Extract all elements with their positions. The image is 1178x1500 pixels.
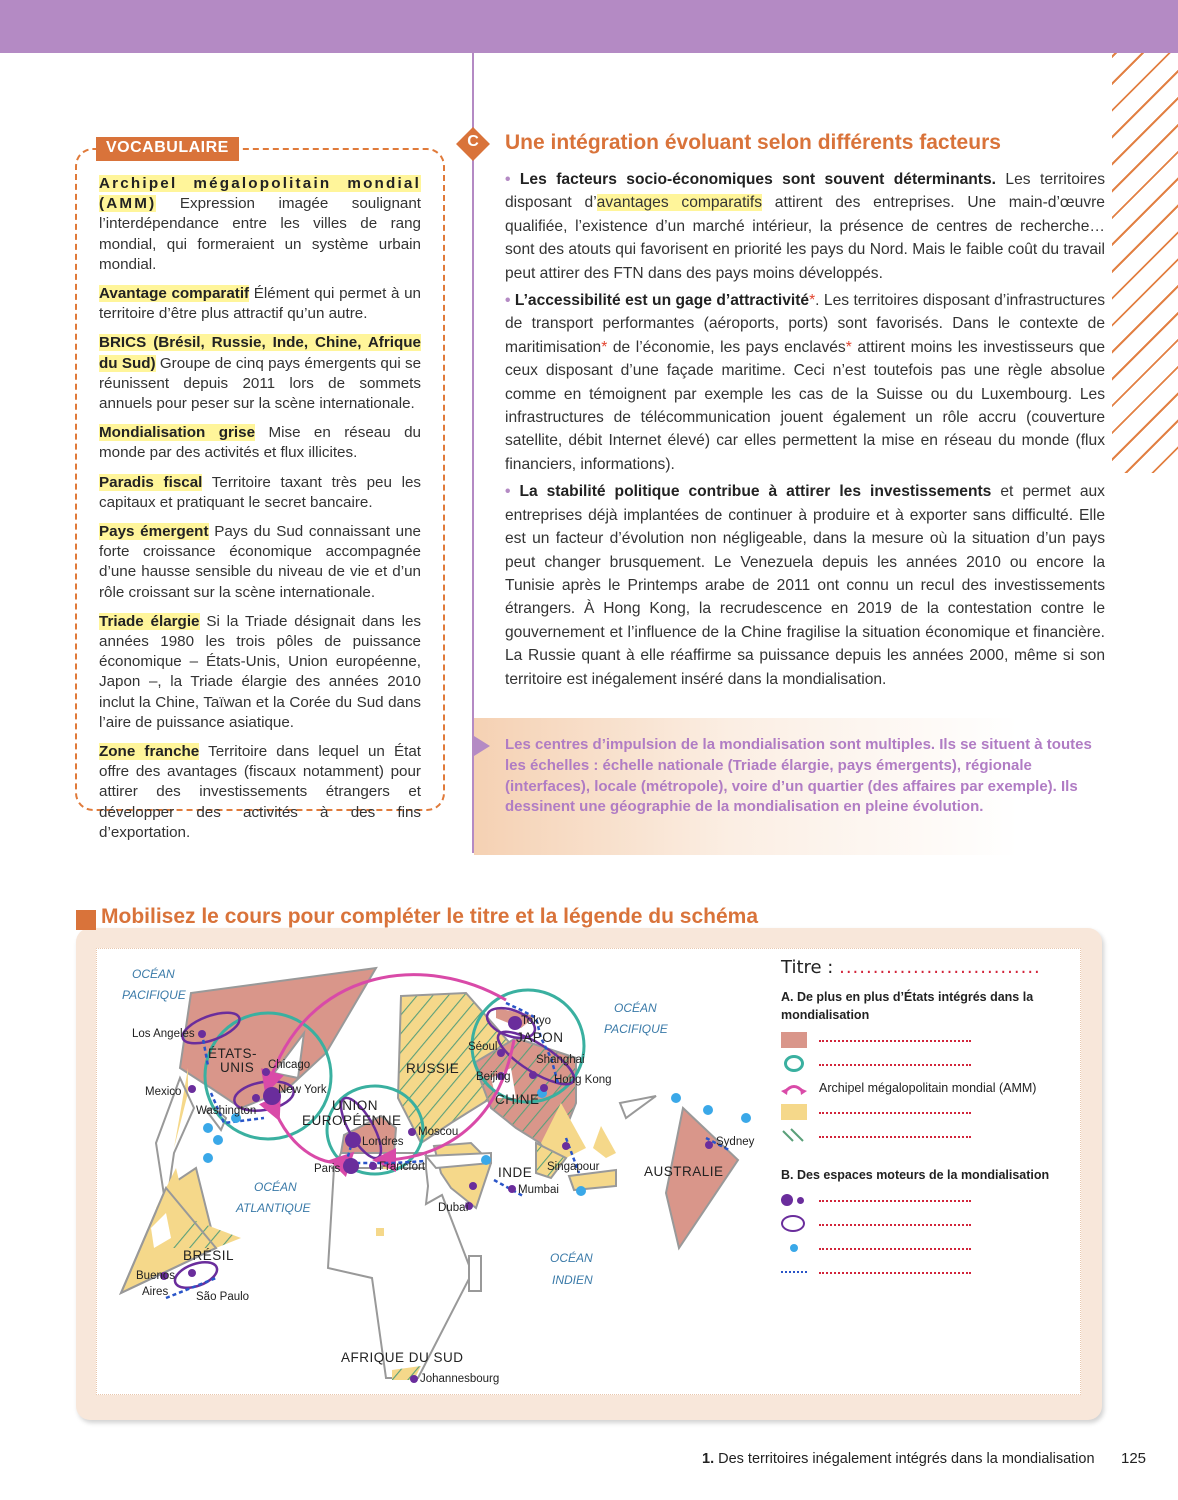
legend-blank-field[interactable] xyxy=(819,1272,971,1274)
svg-text:Séoul: Séoul xyxy=(468,1041,498,1053)
svg-text:OCÉAN: OCÉAN xyxy=(254,1180,297,1194)
title-blank-field[interactable]: .............................. xyxy=(839,957,1041,978)
section-body xyxy=(505,168,1105,695)
legend-row xyxy=(781,1212,1081,1236)
legend-title xyxy=(781,957,1081,978)
svg-text:Buenos: Buenos xyxy=(136,1270,176,1282)
blue-dotted-line-icon xyxy=(781,1263,807,1281)
vocabulary-tag: VOCABULAIRE xyxy=(96,137,239,161)
legend-row xyxy=(781,1260,1081,1284)
legend-row xyxy=(781,1100,1081,1124)
svg-text:Mexico: Mexico xyxy=(145,1086,182,1098)
vocab-entry xyxy=(99,522,421,603)
triangle-arrow-icon xyxy=(474,736,490,756)
svg-text:ATLANTIQUE: ATLANTIQUE xyxy=(236,1201,311,1215)
blue-dot-icon xyxy=(781,1239,807,1257)
legend-row xyxy=(781,1052,1081,1076)
vocab-entry xyxy=(99,333,421,414)
svg-text:Moscou: Moscou xyxy=(418,1126,459,1138)
vocab-term: Zone franche xyxy=(99,743,200,761)
legend-blank-field[interactable] xyxy=(819,1064,971,1066)
pink-curved-arrow-icon xyxy=(781,1079,807,1097)
paragraph-text: . Les territoires disposant d’infrastructures de transport performantes (aéroports, ports) sont favorisés. Dans le contexte de maritimisation xyxy=(505,292,1105,356)
legend-blank-field[interactable] xyxy=(819,1112,971,1114)
vocab-entry xyxy=(99,284,421,324)
legend-section-b: B. Des espaces moteurs de la mondialisation xyxy=(781,1168,1050,1182)
svg-text:CHINE: CHINE xyxy=(495,1092,540,1107)
vocab-definition: Expression imagée soulignant l’interdépendance entre les villes de rang mondial, qui formeraient un système urbain mondial. xyxy=(99,195,421,273)
summary-text: Les centres d’impulsion de la mondialisation sont multiples. Ils se situent à toutes les échelles : échelle nationale (Triade élargie, pays émergents), régionale (interfaces), locale (métropole), voire d’un quartier (des affaires par exemple). Ils dessinent une géographie de la mondialisation en pleine évolution. xyxy=(505,736,1092,816)
svg-text:ÉTATS-: ÉTATS- xyxy=(208,1046,257,1061)
salmon-fill-swatch-icon xyxy=(781,1032,807,1048)
svg-text:Dubaï: Dubaï xyxy=(438,1202,469,1214)
vocab-term: Avantage comparatif xyxy=(99,285,250,303)
svg-text:Washington: Washington xyxy=(196,1105,257,1117)
vocab-term: Mondialisation grise xyxy=(99,424,256,442)
chapter-number: 1. xyxy=(702,1451,715,1467)
vocab-definition: Territoire dans lequel un État offre des avantages (fiscaux notamment) pour attirer des investissements étrangers et développer des activités à des fins d’exportation. xyxy=(99,743,421,841)
highlighted-term: avantages comparatifs xyxy=(596,194,763,212)
section-letter: C xyxy=(467,133,479,150)
bullet-icon: • xyxy=(505,292,511,310)
svg-text:Paris: Paris xyxy=(314,1163,341,1175)
paragraph-lead: L’accessibilité est un gage d’attractivité xyxy=(514,292,810,310)
paragraph-text: et permet aux entreprises déjà implantées de continuer à produire et à exporter sans difficulté. Elle est un facteur d’évolution non négligeable, dans la mesure où la situation d’un pays peut changer brusquement. Le Venezuela depuis les années 2010 ou encore la Tunisie après le Printemps arabe de 2011 ont connu un recul des investissements étrangers. À Hong Kong, la recrudescence en 2019 de la contestation contre le gouvernement et l’influence de la Chine fragilise la situation économique et financière. La Russie quant à elle réaffirme sa puissance depuis les années 2000, même si son territoire est inégalement inséré dans la mondialisation. xyxy=(505,483,1105,688)
exercise-title: Mobilisez le cours pour compléter le titre et la légende du schéma xyxy=(101,905,759,928)
vocab-term: BRICS (Brésil, Russie, Inde, Chine, Afrique du Sud) xyxy=(99,334,421,372)
svg-text:OCÉAN: OCÉAN xyxy=(550,1251,593,1265)
svg-text:New York: New York xyxy=(278,1084,327,1096)
vocab-definition: Groupe de cinq pays émergents qui se réunissent depuis 2011 lors de sommets annuels pour peser sur la scène internationale. xyxy=(99,354,422,413)
vocab-definition: Pays du Sud connaissant une forte croissance économique accompagnée d’une hausse sensible du niveau de vie et d’un rôle croissant sur la scène internationale. xyxy=(99,523,421,601)
decorative-hatching xyxy=(1112,53,1178,473)
svg-text:INDE: INDE xyxy=(498,1165,533,1180)
svg-text:UNIS: UNIS xyxy=(220,1060,255,1075)
glossary-asterisk: * xyxy=(809,292,816,310)
glossary-asterisk: * xyxy=(601,338,608,356)
svg-text:Singapour: Singapour xyxy=(547,1161,600,1173)
vocab-entry xyxy=(99,423,421,463)
svg-text:Chicago: Chicago xyxy=(268,1059,311,1071)
svg-text:AUSTRALIE: AUSTRALIE xyxy=(644,1164,724,1179)
legend-blank-field[interactable] xyxy=(819,1136,971,1138)
world-schema-map xyxy=(96,948,776,1395)
vocab-entry xyxy=(99,612,421,733)
chapter-title: Des territoires inégalement intégrés dans la mondialisation xyxy=(714,1451,1095,1467)
title-label: Titre : xyxy=(781,957,834,978)
svg-text:Hong Kong: Hong Kong xyxy=(554,1074,612,1086)
svg-text:Beijing: Beijing xyxy=(476,1071,511,1083)
svg-text:OCÉAN: OCÉAN xyxy=(614,1001,657,1015)
legend-section-a: A. De plus en plus d’États intégrés dans la mondialisation xyxy=(781,990,1034,1022)
svg-text:OCÉAN: OCÉAN xyxy=(132,967,175,981)
purple-dots-icon xyxy=(781,1191,807,1209)
section-badge xyxy=(456,127,490,161)
paragraph-text: Les territoires disposant d’ xyxy=(505,171,1105,212)
legend-blank-field[interactable] xyxy=(819,1224,971,1226)
vocab-term: Triade élargie xyxy=(99,612,200,630)
svg-text:INDIEN: INDIEN xyxy=(552,1273,593,1287)
green-hatch-icon xyxy=(781,1127,807,1145)
svg-text:JAPON: JAPON xyxy=(516,1030,564,1045)
vocab-term: Archipel mégalopolitain mondial (AMM) xyxy=(99,175,421,213)
vocab-definition: Élément qui permet à un territoire d’être plus attractif qu’un autre. xyxy=(99,285,421,323)
svg-text:EUROPÉENNE: EUROPÉENNE xyxy=(302,1113,402,1128)
vocab-entry xyxy=(99,473,421,513)
svg-text:Aires: Aires xyxy=(142,1286,169,1298)
bullet-icon: • xyxy=(505,483,511,501)
svg-text:Johannesbourg: Johannesbourg xyxy=(420,1373,500,1385)
svg-text:PACIFIQUE: PACIFIQUE xyxy=(122,988,186,1002)
paragraph-lead: La stabilité politique contribue à attirer les investissements xyxy=(519,483,992,501)
square-icon xyxy=(76,910,96,930)
legend-row xyxy=(781,1236,1081,1260)
svg-text:PACIFIQUE: PACIFIQUE xyxy=(604,1022,668,1036)
vocab-entry xyxy=(99,174,421,275)
paragraph xyxy=(505,289,1105,476)
glossary-asterisk: * xyxy=(845,338,852,356)
svg-text:Mumbai: Mumbai xyxy=(518,1184,559,1196)
svg-text:Sydney: Sydney xyxy=(716,1136,755,1148)
vocab-definition: Territoire taxant très peu les capitaux et pratiquant le secret bancaire. xyxy=(99,473,421,511)
paragraph-text: de l’économie, les pays enclavés xyxy=(607,338,846,356)
legend-blank-field[interactable] xyxy=(819,1200,971,1202)
legend-label: Archipel mégalopolitain mondial (AMM) xyxy=(819,1081,1037,1095)
bullet-icon: • xyxy=(505,171,511,188)
header-band xyxy=(0,0,1178,53)
paragraph-text: attirent moins les investisseurs que ceux disposant d’une façade maritime. Ceci n’est toutefois pas une règle absolue comme en témoignent par exemple les cas de la Suisse ou du Luxembourg. Les infrastructures de télécommunication jouent également un rôle accru (couverture satellite, débit Internet élevé) car elles permettent la mise en réseau du monde (flux financiers, informations). xyxy=(505,338,1105,473)
legend-row xyxy=(781,1124,1081,1148)
svg-text:Francfort: Francfort xyxy=(379,1161,426,1173)
svg-text:RUSSIE: RUSSIE xyxy=(406,1061,460,1076)
svg-text:São Paulo: São Paulo xyxy=(196,1291,250,1303)
teal-circle-icon xyxy=(781,1055,807,1073)
legend-row xyxy=(781,1076,1081,1100)
vocab-entry xyxy=(99,742,421,843)
yellow-fill-swatch-icon xyxy=(781,1104,807,1120)
legend-blank-field[interactable] xyxy=(819,1040,971,1042)
chapter-footer xyxy=(702,1451,1095,1467)
page-number: 125 xyxy=(1121,1450,1147,1467)
vocabulary-box xyxy=(75,148,445,841)
paragraph-text: attirent des entreprises. Une main-d’œuvre qualifiée, l’existence d’un marché intérieur, la présence de centres de recherche… sont des atouts qui favorisent en priorité les pays du Nord. Mais le faible coût du travail peut attirer des FTN dans des pays moins développés. xyxy=(505,194,1105,282)
svg-text:Londres: Londres xyxy=(362,1136,404,1148)
section-title: Une intégration évoluant selon différents facteurs xyxy=(505,131,1001,154)
svg-text:Shanghai: Shanghai xyxy=(536,1054,585,1066)
legend-blank-field[interactable] xyxy=(819,1248,971,1250)
svg-text:UNION: UNION xyxy=(332,1098,378,1113)
legend-row xyxy=(781,1188,1081,1212)
svg-text:AFRIQUE DU SUD: AFRIQUE DU SUD xyxy=(341,1350,464,1365)
legend-row xyxy=(781,1028,1081,1052)
vocab-definition: Si la Triade désignait dans les années 1980 les trois pôles de puissance économique – États-Unis, Union européenne, Japon –, la Triade élargie des années 2010 inclut la Chine, Taïwan et la Corée du Sud dans l’aire de puissance asiatique. xyxy=(99,612,421,731)
map-legend xyxy=(781,957,1081,1284)
paragraph-lead: Les facteurs socio-économiques sont souvent déterminants. xyxy=(519,171,996,188)
paragraph xyxy=(505,168,1105,285)
purple-ellipse-icon xyxy=(781,1215,807,1233)
vocab-definition: Mise en réseau du monde par des activités et flux illicites. xyxy=(99,424,421,462)
paragraph xyxy=(505,480,1105,691)
vocab-term: Paradis fiscal xyxy=(99,473,203,491)
svg-text:Tokyo: Tokyo xyxy=(521,1015,552,1027)
svg-text:Los Angeles: Los Angeles xyxy=(132,1028,195,1040)
vocab-term: Pays émergent xyxy=(99,523,209,541)
svg-text:BRÉSIL: BRÉSIL xyxy=(183,1248,235,1263)
